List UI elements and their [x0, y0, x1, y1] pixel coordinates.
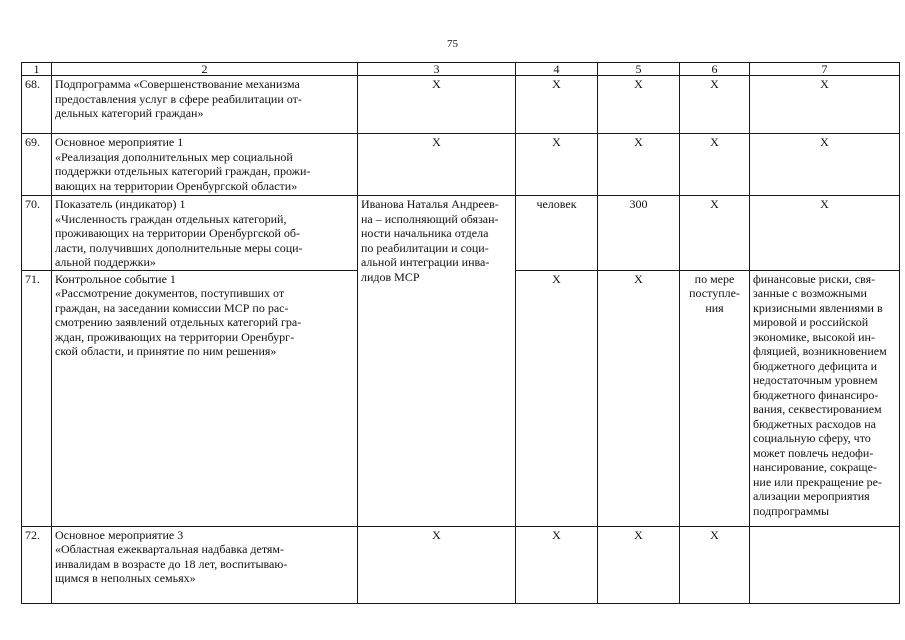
row-name-line: Показатель (индикатор) 1 [55, 197, 186, 211]
row-name-line: щимся в неполных семьях» [55, 571, 196, 585]
row-name [52, 526, 358, 603]
cell-responsible: Х [358, 76, 516, 134]
risk-line: ализации мероприятия [753, 489, 870, 503]
risk-line: подпрограммы [753, 503, 830, 518]
cell-risks [750, 526, 900, 603]
cell-term [680, 270, 750, 526]
cell-risks: Х [750, 196, 900, 271]
risk-line: недостаточным уровнем [753, 373, 878, 387]
risk-line: экономике, высокой ин- [753, 329, 875, 344]
responsible-line: по реабилитации и соци- [361, 240, 489, 255]
row-name [52, 76, 358, 134]
risk-line: финансовые риски, свя- [753, 271, 876, 286]
cell-unit: Х [516, 526, 598, 603]
cell-value: Х [598, 76, 680, 134]
table-row [22, 134, 900, 196]
row-name-line: граждан, на заседании комиссии МСР по рас- [55, 300, 289, 315]
cell-term: Х [680, 134, 750, 196]
row-name-line: «Реализация дополнительных мер социальной [55, 149, 293, 164]
row-name-line: ской области, и принятие по ним решения» [55, 344, 277, 358]
row-name-line: Контрольное событие 1 [55, 271, 176, 286]
cell-term: Х [680, 526, 750, 603]
cell-unit: Х [516, 134, 598, 196]
column-header: 3 [358, 63, 516, 76]
risk-line: вания, секвестированием [753, 402, 882, 416]
cell-risks: Х [750, 76, 900, 134]
row-name-line: дельных категорий граждан» [55, 106, 204, 120]
row-name-line: «Рассмотрение документов, поступивших от [55, 286, 285, 300]
responsible-line: на – исполняющий обязан- [361, 211, 499, 226]
responsible-line: альной интеграции инва- [361, 255, 490, 269]
cell-unit: человек [516, 196, 598, 271]
row-name [52, 134, 358, 196]
row-number: 72. [22, 526, 52, 603]
risk-line: нансирование, сокраще- [753, 460, 877, 474]
risk-line: мировой и российской [753, 315, 869, 329]
row-name-line: инвалидам в возрасте до 18 лет, воспитываю- [55, 556, 288, 571]
row-name-line: Основное мероприятие 1 [55, 135, 184, 149]
column-header: 5 [598, 63, 680, 76]
row-name-line: проживающих на территории Оренбургской об- [55, 226, 301, 240]
cell-value: Х [598, 134, 680, 196]
row-name-line: поддержки отдельных категорий граждан, прожи- [55, 164, 311, 178]
row-name-line: Основное мероприятие 3 [55, 527, 184, 542]
column-header: 2 [52, 63, 358, 76]
cell-value: 300 [598, 196, 680, 271]
term-line: поступле- [689, 286, 740, 300]
row-name [52, 270, 358, 526]
risk-line: занные с возможными [753, 286, 867, 300]
responsible-line: Иванова Наталья Андреев- [361, 197, 499, 211]
row-name-line: ласти, получивших дополнительные меры соци- [55, 240, 303, 255]
term-line: ния [705, 300, 724, 315]
table-row [22, 196, 900, 271]
cell-risks [750, 270, 900, 526]
risk-line: социальную сферу, что [753, 431, 871, 445]
table-row [22, 526, 900, 603]
column-header: 4 [516, 63, 598, 76]
risk-line: фляцией, возникновением [753, 344, 887, 358]
plan-table [21, 62, 900, 604]
cell-value: Х [598, 270, 680, 526]
risk-line: бюджетного дефицита и [753, 358, 878, 373]
page-number: 75 [447, 38, 458, 50]
row-name-line: Подпрограмма «Совершенствование механизма [55, 77, 300, 91]
cell-responsible: Х [358, 134, 516, 196]
row-name-line: ждан, проживающих на территории Оренбург- [55, 329, 295, 344]
risk-line: ние или прекращение ре- [753, 474, 882, 489]
cell-responsible: Х [358, 526, 516, 603]
cell-responsible-person [358, 196, 516, 527]
row-name-line: альной поддержки» [55, 255, 156, 269]
risk-line: бюджетных расходов на [753, 416, 876, 431]
risk-line: бюджетного финансиро- [753, 387, 879, 402]
risk-line: может повлечь недофи- [753, 445, 874, 460]
cell-risks: Х [750, 134, 900, 196]
cell-unit: Х [516, 76, 598, 134]
term-line: по мере [694, 271, 735, 286]
responsible-line: ности начальника отдела [361, 226, 489, 240]
cell-term: Х [680, 76, 750, 134]
row-name-line: «Численность граждан отдельных категорий, [55, 211, 287, 226]
row-number: 71. [22, 270, 52, 526]
responsible-line: лидов МСР [361, 269, 420, 284]
column-header: 6 [680, 63, 750, 76]
table-row [22, 76, 900, 134]
cell-value: Х [598, 526, 680, 603]
column-header: 7 [750, 63, 900, 76]
row-name-line: предоставления услуг в сфере реабилитации от- [55, 91, 302, 106]
risk-line: кризисными явлениями в [753, 300, 883, 315]
column-header: 1 [22, 63, 52, 76]
row-number: 68. [22, 76, 52, 134]
row-name-line: вающих на территории Оренбургской области» [55, 178, 298, 193]
row-name-line: смотрению заявлений отдельных категорий гра- [55, 315, 302, 329]
column-number-row [22, 63, 900, 76]
cell-term: Х [680, 196, 750, 271]
row-number: 70. [22, 196, 52, 271]
row-name [52, 196, 358, 271]
row-name-line: «Областная ежеквартальная надбавка детям- [55, 542, 285, 556]
cell-unit: Х [516, 270, 598, 526]
row-number: 69. [22, 134, 52, 196]
